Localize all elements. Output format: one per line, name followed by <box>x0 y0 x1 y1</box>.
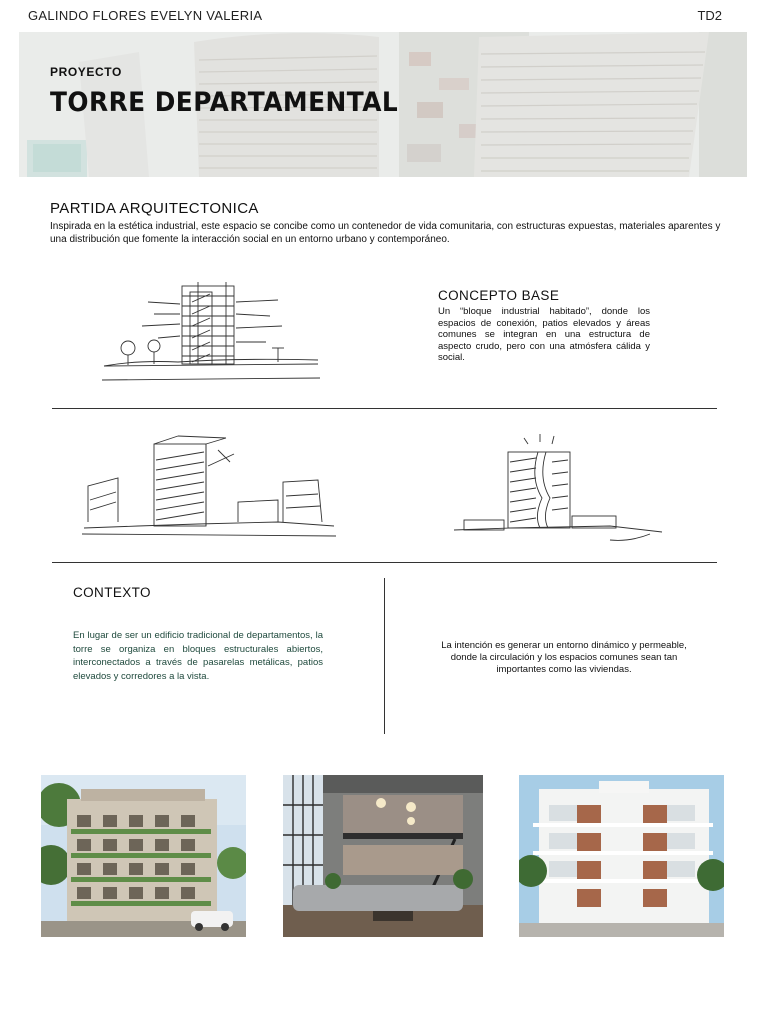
project-kicker: PROYECTO <box>50 65 122 79</box>
partida-text: Inspirada en la estética industrial, este espacio se concibe como un contenedor de vida comunitaria, con estructuras expuestas, materiales aparentes y una distribución que fomente la interacción social en un entorno urbano y contemporáneo. <box>50 221 721 245</box>
tower-volume-sketch <box>450 428 666 550</box>
document-code: TD2 <box>697 8 722 23</box>
block-perspective-sketch <box>78 430 340 542</box>
contexto-text: En lugar de ser un edificio tradicional de departamentos, la torre se organiza en bloques estructurales abiertos, interconectados a través de pasarelas metálicas, patios elevados y corredores a la vista. <box>73 630 323 682</box>
hero-banner <box>19 32 747 177</box>
divider-top <box>52 408 717 409</box>
industrial-loft-interior-photo <box>283 775 483 937</box>
author-name: GALINDO FLORES EVELYN VALERIA <box>28 8 263 23</box>
project-title: TORRE DEPARTAMENTAL <box>50 87 399 118</box>
white-apartment-building-photo <box>519 775 724 937</box>
intent-text: La intención es generar un entorno dinámico y permeable, donde la circulación y los espacios comunes sean tan importantes como las viviendas. <box>441 640 687 675</box>
tower-elevation-sketch <box>98 262 324 388</box>
partida-title: PARTIDA ARQUITECTONICA <box>50 200 259 217</box>
concepto-text: Un “bloque industrial habitado”, donde los espacios de conexión, patios elevados y áreas comunes se integran en una estructura de aspecto crudo, pero con una atmósfera cálida y social. <box>438 306 650 363</box>
green-facade-building-photo <box>41 775 246 937</box>
contexto-title: CONTEXTO <box>73 585 151 600</box>
divider-bottom <box>52 562 717 563</box>
context-vertical-divider <box>384 578 385 734</box>
concepto-title: CONCEPTO BASE <box>438 288 560 303</box>
